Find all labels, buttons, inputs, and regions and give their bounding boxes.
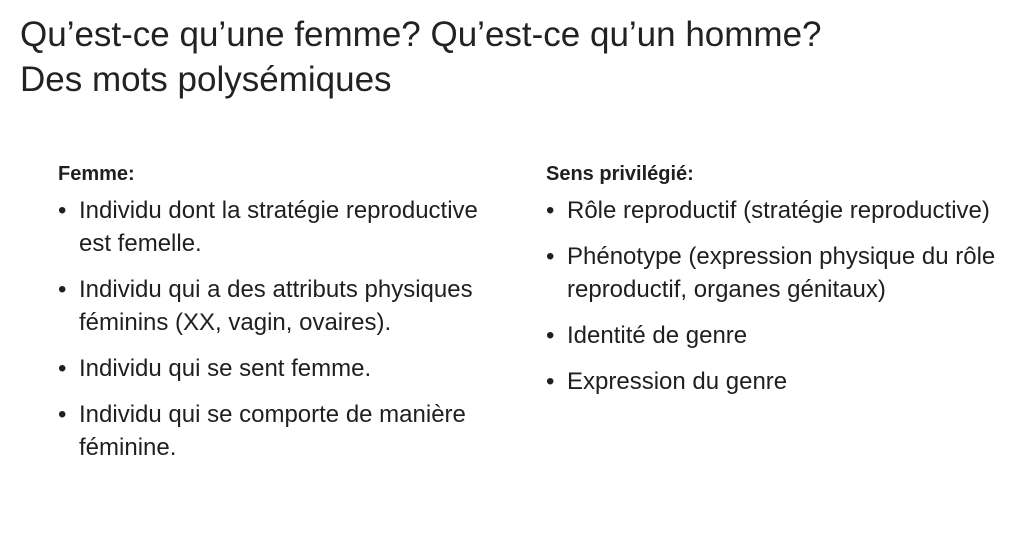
left-column	[58, 160, 488, 477]
left-bullet-item	[58, 273, 488, 339]
right-bullet-text: Phénotype (expression physique du rôle reproductif, organes génitaux)	[567, 243, 996, 303]
right-column	[546, 160, 1006, 411]
right-bullet-item	[546, 194, 1006, 227]
left-bullet-list	[58, 194, 488, 464]
left-bullet-text: Individu qui se comporte de manière féminine.	[79, 401, 466, 461]
right-bullet-item	[546, 365, 1006, 398]
left-bullet-text: Individu qui se sent femme.	[79, 355, 372, 382]
right-bullet-text: Rôle reproductif (stratégie reproductive)	[567, 197, 990, 224]
left-column-heading: Femme:	[58, 163, 135, 185]
left-bullet-text: Individu dont la stratégie reproductive est femelle.	[79, 197, 478, 257]
right-bullet-list	[546, 194, 1006, 398]
slide-title-line-2: Des mots polysémiques	[20, 60, 392, 99]
right-bullet-text: Expression du genre	[567, 368, 788, 395]
bullet-icon: •	[546, 197, 555, 224]
left-bullet-item	[58, 194, 488, 260]
bullet-icon: •	[546, 368, 555, 395]
right-column-heading: Sens privilégié:	[546, 163, 694, 185]
slide-title	[20, 12, 1010, 102]
bullet-icon: •	[58, 355, 67, 382]
left-bullet-item	[58, 398, 488, 464]
bullet-icon: •	[58, 276, 67, 303]
right-bullet-item	[546, 240, 1006, 306]
left-bullet-item	[58, 352, 488, 385]
left-bullet-text: Individu qui a des attributs physiques féminins (XX, vagin, ovaires).	[79, 276, 473, 336]
bullet-icon: •	[546, 243, 555, 270]
bullet-icon: •	[58, 401, 67, 428]
slide-title-line-1: Qu’est-ce qu’une femme? Qu’est-ce qu’un homme?	[20, 15, 822, 54]
right-bullet-item	[546, 319, 1006, 352]
right-bullet-text: Identité de genre	[567, 322, 748, 349]
bullet-icon: •	[546, 322, 555, 349]
bullet-icon: •	[58, 197, 67, 224]
